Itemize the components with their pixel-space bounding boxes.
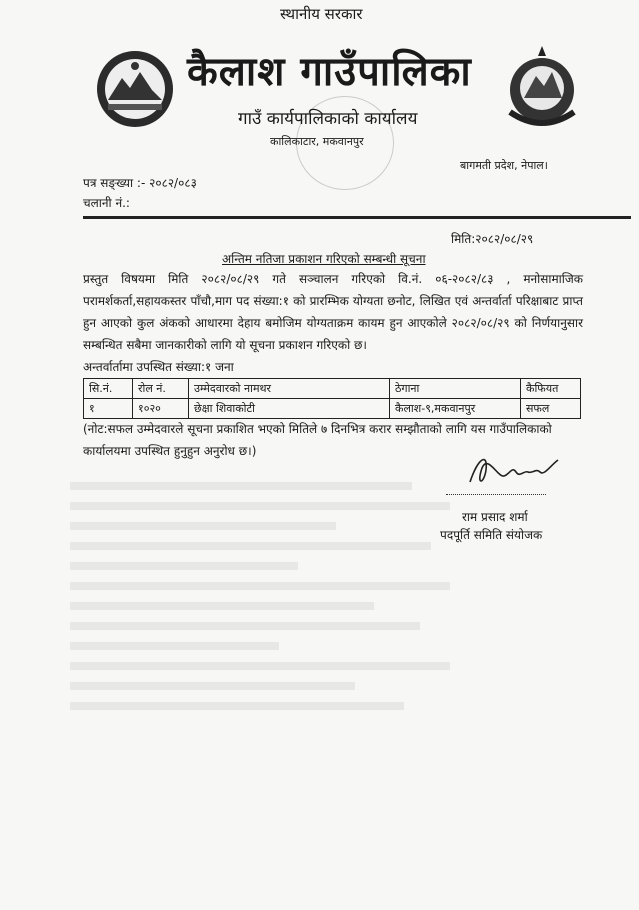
notice-note: (नोट:सफल उम्मेदवारले सूचना प्रकाशित भएको मितिले ७ दिनभित्र करार सम्झौताको लागि यस गाउँपालिकाको कार्यालयमा उपस्थित हुनुहुन अनुरोध छ।)	[83, 422, 552, 458]
cell-name: छेक्षा शिवाकोटी	[189, 399, 390, 419]
signatory-name: राम प्रसाद शर्मा	[462, 510, 528, 524]
notice-date: मिति:२०८२/०८/२९	[451, 232, 534, 246]
municipality-logo	[502, 42, 582, 128]
signature-image	[458, 448, 568, 492]
cell-address: कैलाश-९,मकवानपुर	[390, 399, 521, 419]
bleed-through-text	[70, 470, 450, 770]
cell-serial: १	[84, 399, 133, 419]
table-header-row	[84, 379, 581, 399]
col-roll: रोल नं.	[133, 379, 189, 399]
col-address: ठेगाना	[390, 379, 521, 399]
col-name: उम्मेदवारको नामथर	[189, 379, 390, 399]
header-divider	[83, 216, 631, 219]
header-local-government: स्थानीय सरकार	[280, 5, 363, 23]
dispatch-number: चलानी नं.:	[83, 196, 130, 210]
notice-subject: अन्तिम नतिजा प्रकाशन गरिएको सम्बन्धी सूचना	[222, 252, 426, 266]
nepal-emblem-logo	[94, 48, 176, 130]
col-serial: सि.नं.	[84, 379, 133, 399]
municipality-name: कैलाश गाउँपालिका	[187, 49, 472, 95]
province-label: बागमती प्रदेश, नेपाल।	[460, 159, 548, 172]
letter-number: पत्र सङ्ख्या :- २०८२/०८३	[83, 176, 197, 190]
signatory-title: पदपूर्ति समिति संयोजक	[440, 528, 543, 542]
result-table	[83, 378, 581, 419]
col-remarks: कैफियत	[521, 379, 581, 399]
signature-line	[446, 494, 546, 495]
notice-body: प्रस्तुत विषयमा मिति २०८२/०८/२९ गते सञ्चालन गरिएको वि.नं. ०६-२०८२/८३ , मनोसामाजिक परामर्शकर्ता,सहायकस्तर पाँचौ,माग पद संख्या:१ को प्रारम्भिक योग्यता छनोट, लिखित एवं अन्तर्वार्ता परिक्षाबाट प्राप्त हुन आएको कुल अंकको आधारमा देहाय बमोजिम योग्यताक्रम कायम हुन आएकोले २०८२/०८/२९ को निर्णयानुसार सम्बन्धित सबैमा जानकारीको लागि यो सूचना प्रकाशन गरिएको छ।	[83, 272, 583, 352]
office-title: गाउँ कार्यपालिकाको कार्यालय	[238, 109, 418, 129]
attendance-count: अन्तर्वार्तामा उपस्थित संख्या:१ जना	[83, 360, 234, 374]
table-row	[84, 399, 581, 419]
cell-roll: १०२०	[133, 399, 189, 419]
cell-remarks: सफल	[521, 399, 581, 419]
office-address: कालिकाटार, मकवानपुर	[270, 135, 364, 148]
